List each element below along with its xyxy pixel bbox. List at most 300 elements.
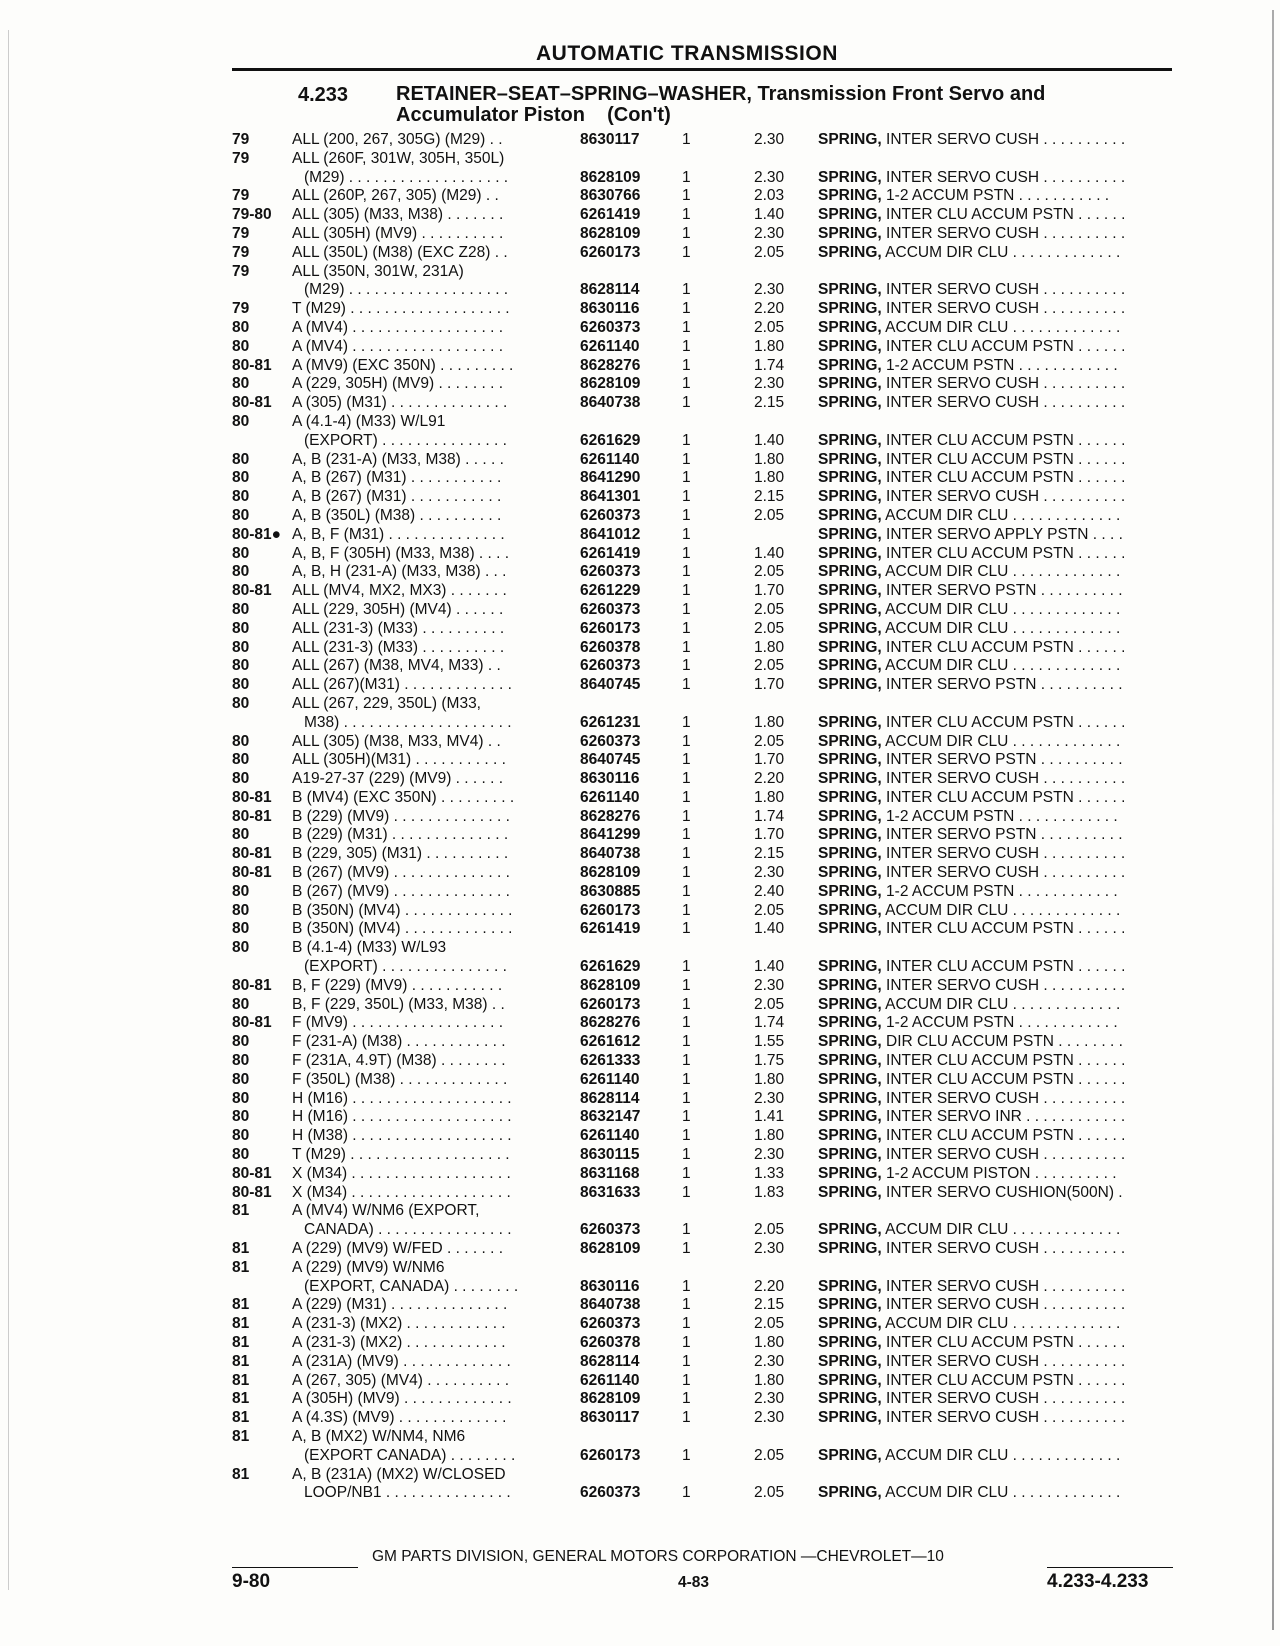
row-application: A (MV4) . . . . . . . . . . . . . . . . . . xyxy=(292,337,504,355)
row-part-name-detail: INTER SERVO CUSH . . . . . . . . . . xyxy=(881,168,1126,186)
row-application: H (M16) . . . . . . . . . . . . . . . . . . . xyxy=(292,1108,512,1126)
table-row xyxy=(0,1202,1280,1221)
row-quantity: 1 xyxy=(682,713,691,731)
table-row xyxy=(0,263,1280,282)
table-row xyxy=(0,545,1280,564)
row-part-name-detail: 1-2 ACCUM PSTN . . . . . . . . . . . . xyxy=(881,1014,1118,1032)
row-quantity: 1 xyxy=(682,1409,691,1427)
row-part-name-noun: SPRING, xyxy=(818,1183,882,1201)
row-application: T (M29) . . . . . . . . . . . . . . . . . . . xyxy=(292,300,510,318)
row-quantity: 1 xyxy=(682,751,691,769)
row-part-name xyxy=(818,1146,1173,1165)
row-application: F (231A, 4.9T) (M38) . . . . . . . . xyxy=(292,1052,506,1070)
row-quantity: 1 xyxy=(682,375,691,393)
row-part-name xyxy=(818,657,1173,676)
row-application: (EXPORT) . . . . . . . . . . . . . . . xyxy=(304,958,507,976)
row-price: 2.30 xyxy=(754,1409,785,1427)
row-part-name-noun: SPRING, xyxy=(818,131,882,148)
row-part-name xyxy=(818,902,1173,921)
row-part-name-detail: INTER CLU ACCUM PSTN . . . . . . xyxy=(881,206,1126,224)
row-application: LOOP/NB1 . . . . . . . . . . . . . . . xyxy=(304,1484,511,1502)
row-application: ALL (350L) (M38) (EXC Z28) . . xyxy=(292,243,508,261)
row-year: 79 xyxy=(232,131,250,148)
table-row xyxy=(0,244,1280,263)
page-header-title: AUTOMATIC TRANSMISSION xyxy=(536,42,838,65)
row-quantity: 1 xyxy=(682,544,691,562)
row-part-name-noun: SPRING, xyxy=(818,469,882,487)
row-price: 2.05 xyxy=(754,600,785,618)
row-quantity: 1 xyxy=(682,525,691,543)
row-part-name-detail: ACCUM DIR CLU . . . . . . . . . . . . . xyxy=(881,1484,1121,1502)
row-application: A, B (267) (M31) . . . . . . . . . . . xyxy=(292,488,502,506)
row-part-number: 6260173 xyxy=(580,1446,641,1464)
row-quantity: 1 xyxy=(682,394,691,412)
row-part-name xyxy=(818,338,1173,357)
row-price: 1.40 xyxy=(754,206,785,224)
row-part-number: 6260373 xyxy=(580,732,641,750)
row-price: 1.80 xyxy=(754,713,785,731)
table-row xyxy=(0,1090,1280,1109)
row-part-name-detail: INTER CLU ACCUM PSTN . . . . . . xyxy=(881,1127,1126,1145)
row-year: 80 xyxy=(232,732,250,750)
row-part-name xyxy=(818,319,1173,338)
table-row xyxy=(0,939,1280,958)
row-price: 2.30 xyxy=(754,1146,785,1164)
table-row xyxy=(0,563,1280,582)
row-part-name xyxy=(818,1165,1173,1184)
row-part-name-noun: SPRING, xyxy=(818,1108,882,1126)
row-part-name-detail: INTER SERVO CUSH . . . . . . . . . . xyxy=(881,1240,1126,1258)
table-row xyxy=(0,751,1280,770)
row-part-name-detail: INTER SERVO CUSH . . . . . . . . . . xyxy=(881,770,1126,788)
row-part-name xyxy=(818,1240,1173,1259)
row-price: 2.30 xyxy=(754,1240,785,1258)
row-part-name xyxy=(818,206,1173,225)
row-year: 80 xyxy=(232,488,250,506)
row-part-number: 8640745 xyxy=(580,751,641,769)
row-application: A, B (267) (M31) . . . . . . . . . . . xyxy=(292,469,502,487)
row-quantity: 1 xyxy=(682,582,691,600)
row-part-name-detail: INTER CLU ACCUM PSTN . . . . . . xyxy=(881,469,1126,487)
row-price: 1.80 xyxy=(754,337,785,355)
row-part-name-noun: SPRING, xyxy=(818,788,882,806)
row-part-name-noun: SPRING, xyxy=(818,676,882,694)
row-application: B (4.1-4) (M33) W/L93 xyxy=(292,939,447,957)
row-year: 80-81 xyxy=(232,356,272,374)
row-part-number: 6260373 xyxy=(580,1221,641,1239)
row-year: 80 xyxy=(232,920,250,938)
table-row xyxy=(0,582,1280,601)
row-part-number: 6261229 xyxy=(580,582,641,600)
table-row xyxy=(0,169,1280,188)
row-application: A (229) (MV9) W/FED . . . . . . . xyxy=(292,1240,504,1258)
row-quantity: 1 xyxy=(682,732,691,750)
table-row xyxy=(0,996,1280,1015)
row-part-name-noun: SPRING, xyxy=(818,1371,882,1389)
table-row xyxy=(0,620,1280,639)
row-part-name xyxy=(818,469,1173,488)
row-price: 1.40 xyxy=(754,920,785,938)
row-application: A (231-3) (MX2) . . . . . . . . . . . . xyxy=(292,1334,506,1351)
row-part-name xyxy=(818,375,1173,394)
table-row xyxy=(0,1259,1280,1278)
row-application: A (231-3) (MX2) . . . . . . . . . . . . xyxy=(292,1315,506,1333)
row-part-number: 6260173 xyxy=(580,995,641,1013)
row-application: A (4.3S) (MV9) . . . . . . . . . . . . . xyxy=(292,1409,507,1427)
row-part-name-noun: SPRING, xyxy=(818,1089,882,1107)
row-year: 80-81● xyxy=(232,525,282,543)
row-part-name xyxy=(818,225,1173,244)
row-part-name-detail: INTER SERVO CUSH . . . . . . . . . . xyxy=(881,224,1126,242)
row-year: 80-81 xyxy=(232,582,272,600)
row-year: 79 xyxy=(232,224,250,242)
table-row xyxy=(0,1240,1280,1259)
row-application: (EXPORT) . . . . . . . . . . . . . . . xyxy=(304,431,507,449)
row-year: 81 xyxy=(232,1240,250,1258)
table-row xyxy=(0,357,1280,376)
row-part-number: 6261231 xyxy=(580,713,641,731)
row-part-name xyxy=(818,169,1173,188)
row-quantity: 1 xyxy=(682,563,691,581)
row-part-name xyxy=(818,676,1173,695)
row-year: 81 xyxy=(232,1371,250,1389)
row-part-name-noun: SPRING, xyxy=(818,864,882,882)
row-quantity: 1 xyxy=(682,1164,691,1182)
row-year: 80 xyxy=(232,694,250,712)
row-price: 1.33 xyxy=(754,1164,785,1182)
row-year: 80 xyxy=(232,375,250,393)
row-year: 80 xyxy=(232,770,250,788)
row-part-name xyxy=(818,1184,1173,1203)
row-part-number: 8632147 xyxy=(580,1108,641,1126)
row-part-number: 6260373 xyxy=(580,563,641,581)
row-year: 79 xyxy=(232,300,250,318)
row-part-name-noun: SPRING, xyxy=(818,1484,882,1502)
row-application: A (305) (M31) . . . . . . . . . . . . . . xyxy=(292,394,508,412)
row-part-number: 8630116 xyxy=(580,770,640,788)
row-part-name xyxy=(818,187,1173,206)
row-price: 1.80 xyxy=(754,469,785,487)
table-row xyxy=(0,300,1280,319)
row-quantity: 1 xyxy=(682,1371,691,1389)
row-quantity: 1 xyxy=(682,1334,691,1351)
row-part-name-detail: ACCUM DIR CLU . . . . . . . . . . . . . xyxy=(881,243,1121,261)
row-part-name-noun: SPRING, xyxy=(818,488,882,506)
row-part-name-noun: SPRING, xyxy=(818,506,882,524)
row-part-name xyxy=(818,789,1173,808)
row-part-name-noun: SPRING, xyxy=(818,1390,882,1408)
row-part-number: 8630885 xyxy=(580,882,641,900)
row-part-name xyxy=(818,1390,1173,1409)
row-part-name xyxy=(818,1315,1173,1334)
row-quantity: 1 xyxy=(682,469,691,487)
row-part-number: 8628109 xyxy=(580,168,641,186)
row-part-name-detail: ACCUM DIR CLU . . . . . . . . . . . . . xyxy=(881,563,1121,581)
row-part-name-detail: 1-2 ACCUM PSTN . . . . . . . . . . . . xyxy=(881,882,1118,900)
row-application: ALL (305) (M33, M38) . . . . . . . xyxy=(292,206,504,224)
table-row xyxy=(0,657,1280,676)
row-part-number: 8628114 xyxy=(580,281,640,299)
row-price: 2.30 xyxy=(754,976,785,994)
row-part-name-noun: SPRING, xyxy=(818,826,882,844)
row-part-name-detail: ACCUM DIR CLU . . . . . . . . . . . . . xyxy=(881,318,1121,336)
row-application: ALL (305H)(M31) . . . . . . . . . . . xyxy=(292,751,506,769)
row-year: 81 xyxy=(232,1465,250,1483)
row-part-name-detail: INTER SERVO CUSH . . . . . . . . . . xyxy=(881,976,1126,994)
table-row xyxy=(0,864,1280,883)
row-part-number: 8628114 xyxy=(580,1089,640,1107)
table-row xyxy=(0,206,1280,225)
row-part-name xyxy=(818,751,1173,770)
row-part-name-noun: SPRING, xyxy=(818,845,882,863)
row-year: 80 xyxy=(232,1108,250,1126)
row-part-name xyxy=(818,958,1173,977)
row-application: B (350N) (MV4) . . . . . . . . . . . . . xyxy=(292,920,513,938)
row-part-name-noun: SPRING, xyxy=(818,1352,882,1370)
table-row xyxy=(0,808,1280,827)
row-part-name-noun: SPRING, xyxy=(818,450,882,468)
row-year: 80 xyxy=(232,826,250,844)
row-part-name-detail: INTER SERVO CUSH . . . . . . . . . . xyxy=(881,1296,1126,1314)
row-year: 80-81 xyxy=(232,788,272,806)
row-part-name-detail: ACCUM DIR CLU . . . . . . . . . . . . . xyxy=(881,657,1121,675)
row-price: 2.05 xyxy=(754,1446,785,1464)
row-part-name-detail: INTER SERVO CUSH . . . . . . . . . . xyxy=(881,394,1126,412)
row-application: ALL (267)(M31) . . . . . . . . . . . . . xyxy=(292,676,512,694)
row-year: 80 xyxy=(232,563,250,581)
row-part-number: 6260173 xyxy=(580,243,641,261)
row-part-name xyxy=(818,620,1173,639)
row-part-name-noun: SPRING, xyxy=(818,920,882,938)
row-price: 1.75 xyxy=(754,1052,785,1070)
row-quantity: 1 xyxy=(682,1296,691,1314)
row-part-name xyxy=(818,281,1173,300)
table-row xyxy=(0,1071,1280,1090)
row-year: 80 xyxy=(232,882,250,900)
row-quantity: 1 xyxy=(682,619,691,637)
row-application: (EXPORT, CANADA) . . . . . . . . xyxy=(304,1277,519,1295)
table-row xyxy=(0,1278,1280,1297)
row-part-name-detail: INTER SERVO CUSH . . . . . . . . . . xyxy=(881,1089,1126,1107)
row-part-name xyxy=(818,845,1173,864)
row-quantity: 1 xyxy=(682,901,691,919)
row-application: A, B (231-A) (M33, M38) . . . . . xyxy=(292,450,504,468)
table-row xyxy=(0,1221,1280,1240)
row-year: 81 xyxy=(232,1258,250,1276)
row-price: 2.05 xyxy=(754,901,785,919)
row-application: A (305H) (MV9) . . . . . . . . . . . . . xyxy=(292,1390,512,1408)
row-part-name xyxy=(818,1108,1173,1127)
row-year: 80 xyxy=(232,1033,250,1051)
row-quantity: 1 xyxy=(682,976,691,994)
row-part-name-noun: SPRING, xyxy=(818,1014,882,1032)
row-part-name xyxy=(818,714,1173,733)
row-part-name-detail: INTER CLU ACCUM PSTN . . . . . . xyxy=(881,1334,1126,1351)
row-price: 2.30 xyxy=(754,375,785,393)
row-price: 2.05 xyxy=(754,506,785,524)
row-part-number: 6260373 xyxy=(580,506,641,524)
footer-date: 9-80 xyxy=(232,1571,271,1592)
row-part-name-noun: SPRING, xyxy=(818,1221,882,1239)
row-part-name-noun: SPRING, xyxy=(818,1033,882,1051)
row-price: 2.30 xyxy=(754,1352,785,1370)
row-part-number: 8640738 xyxy=(580,394,641,412)
row-year: 80 xyxy=(232,638,250,656)
row-part-name xyxy=(818,244,1173,263)
row-application: B (350N) (MV4) . . . . . . . . . . . . . xyxy=(292,901,513,919)
row-part-name xyxy=(818,545,1173,564)
row-part-name-detail: 1-2 ACCUM PSTN . . . . . . . . . . . . xyxy=(881,807,1118,825)
row-quantity: 1 xyxy=(682,1070,691,1088)
table-row xyxy=(0,1372,1280,1391)
row-price: 2.05 xyxy=(754,619,785,637)
row-application: F (350L) (M38) . . . . . . . . . . . . . xyxy=(292,1070,508,1088)
table-row xyxy=(0,413,1280,432)
row-part-name-detail: ACCUM DIR CLU . . . . . . . . . . . . . xyxy=(881,619,1121,637)
row-part-name-noun: SPRING, xyxy=(818,206,882,224)
table-row xyxy=(0,394,1280,413)
table-row xyxy=(0,902,1280,921)
table-row xyxy=(0,676,1280,695)
row-quantity: 1 xyxy=(682,600,691,618)
table-row xyxy=(0,1033,1280,1052)
row-part-name xyxy=(818,1372,1173,1391)
table-row xyxy=(0,1165,1280,1184)
row-part-number: 8641290 xyxy=(580,469,641,487)
table-row xyxy=(0,733,1280,752)
row-price: 1.80 xyxy=(754,788,785,806)
row-quantity: 1 xyxy=(682,488,691,506)
footer-rule-left xyxy=(232,1567,358,1568)
row-quantity: 1 xyxy=(682,958,691,976)
row-part-name-detail: INTER SERVO CUSH . . . . . . . . . . xyxy=(881,375,1126,393)
row-application: A (231A) (MV9) . . . . . . . . . . . . . xyxy=(292,1352,511,1370)
table-row xyxy=(0,187,1280,206)
row-quantity: 1 xyxy=(682,431,691,449)
table-row xyxy=(0,507,1280,526)
row-price: 2.05 xyxy=(754,1221,785,1239)
row-price: 2.15 xyxy=(754,1296,785,1314)
table-row xyxy=(0,1390,1280,1409)
row-quantity: 1 xyxy=(682,1146,691,1164)
row-part-name-detail: INTER SERVO CUSH . . . . . . . . . . xyxy=(881,488,1126,506)
row-quantity: 1 xyxy=(682,770,691,788)
row-price: 1.70 xyxy=(754,582,785,600)
row-part-number: 6261419 xyxy=(580,206,641,224)
row-quantity: 1 xyxy=(682,1221,691,1239)
row-application: A (229, 305H) (MV9) . . . . . . . . xyxy=(292,375,504,393)
table-row xyxy=(0,1466,1280,1485)
row-part-name-detail: ACCUM DIR CLU . . . . . . . . . . . . . xyxy=(881,600,1121,618)
row-part-name-detail: 1-2 ACCUM PISTON . . . . . . . . . . xyxy=(881,1164,1117,1182)
row-year: 80-81 xyxy=(232,845,272,863)
table-row xyxy=(0,1146,1280,1165)
row-application: A, B (350L) (M38) . . . . . . . . . . xyxy=(292,506,502,524)
row-year: 80 xyxy=(232,1052,250,1070)
row-application: ALL (260F, 301W, 305H, 350L) xyxy=(292,149,505,167)
table-row xyxy=(0,432,1280,451)
row-application: A (229) (M31) . . . . . . . . . . . . . . xyxy=(292,1296,508,1314)
row-part-name-noun: SPRING, xyxy=(818,375,882,393)
row-part-name-detail: ACCUM DIR CLU . . . . . . . . . . . . . xyxy=(881,995,1121,1013)
row-part-name-detail: INTER SERVO CUSH . . . . . . . . . . xyxy=(881,1352,1126,1370)
row-part-name-noun: SPRING, xyxy=(818,600,882,618)
row-application: B (229, 305) (M31) . . . . . . . . . . xyxy=(292,845,509,863)
row-part-number: 8630766 xyxy=(580,187,641,205)
row-part-name-detail: INTER CLU ACCUM PSTN . . . . . . xyxy=(881,1052,1126,1070)
row-application: M38) . . . . . . . . . . . . . . . . . . . . xyxy=(304,713,512,731)
row-quantity: 1 xyxy=(682,1014,691,1032)
row-year: 81 xyxy=(232,1352,250,1370)
row-part-name xyxy=(818,639,1173,658)
table-row xyxy=(0,338,1280,357)
row-part-name-detail: ACCUM DIR CLU . . . . . . . . . . . . . xyxy=(881,732,1121,750)
row-part-name-detail: INTER SERVO CUSH . . . . . . . . . . xyxy=(881,300,1126,318)
row-part-name-noun: SPRING, xyxy=(818,1315,882,1333)
row-part-name-detail: INTER SERVO PSTN . . . . . . . . . . xyxy=(881,676,1123,694)
row-part-name-detail: INTER CLU ACCUM PSTN . . . . . . xyxy=(881,450,1126,468)
row-part-number: 6261419 xyxy=(580,544,641,562)
row-price: 1.74 xyxy=(754,356,785,374)
table-row xyxy=(0,281,1280,300)
row-part-name-detail: INTER SERVO CUSH . . . . . . . . . . xyxy=(881,1409,1126,1427)
row-part-number: 8640738 xyxy=(580,845,641,863)
table-row xyxy=(0,601,1280,620)
row-part-name xyxy=(818,1334,1173,1353)
row-part-name-noun: SPRING, xyxy=(818,1146,882,1164)
row-part-name-noun: SPRING, xyxy=(818,1127,882,1145)
row-price: 1.70 xyxy=(754,676,785,694)
row-price: 2.30 xyxy=(754,1390,785,1408)
parts-table xyxy=(0,131,1280,1503)
row-quantity: 1 xyxy=(682,920,691,938)
row-price: 2.05 xyxy=(754,1315,785,1333)
row-part-name-noun: SPRING, xyxy=(818,713,882,731)
footer-page-number: 4-83 xyxy=(678,1574,710,1591)
row-part-name-detail: INTER SERVO PSTN . . . . . . . . . . xyxy=(881,751,1123,769)
row-part-name-detail: INTER CLU ACCUM PSTN . . . . . . xyxy=(881,920,1126,938)
row-price: 1.40 xyxy=(754,544,785,562)
row-part-number: 6261140 xyxy=(580,1070,640,1088)
table-row xyxy=(0,920,1280,939)
row-part-number: 8630115 xyxy=(580,1146,640,1164)
row-price: 2.03 xyxy=(754,187,785,205)
row-part-name-noun: SPRING, xyxy=(818,525,882,543)
row-part-name-detail: ACCUM DIR CLU . . . . . . . . . . . . . xyxy=(881,506,1121,524)
row-year: 81 xyxy=(232,1390,250,1408)
row-part-name-noun: SPRING, xyxy=(818,638,882,656)
table-row xyxy=(0,488,1280,507)
row-part-number: 8641299 xyxy=(580,826,641,844)
row-part-name-detail: INTER CLU ACCUM PSTN . . . . . . xyxy=(881,788,1126,806)
table-row xyxy=(0,1052,1280,1071)
row-part-number: 8628276 xyxy=(580,356,641,374)
row-application: H (M38) . . . . . . . . . . . . . . . . . . . xyxy=(292,1127,512,1145)
row-part-name xyxy=(818,1052,1173,1071)
row-application: (EXPORT CANADA) . . . . . . . . xyxy=(304,1446,516,1464)
section-title-line-2: Accumulator Piston (Con't) xyxy=(396,104,671,126)
row-price: 2.05 xyxy=(754,243,785,261)
row-application: CANADA) . . . . . . . . . . . . . . . . xyxy=(304,1221,512,1239)
row-part-name-detail: INTER SERVO CUSH . . . . . . . . . . xyxy=(881,1277,1126,1295)
table-row xyxy=(0,1447,1280,1466)
row-year: 80 xyxy=(232,751,250,769)
row-quantity: 1 xyxy=(682,243,691,261)
row-price: 2.05 xyxy=(754,1484,785,1502)
row-price: 2.15 xyxy=(754,488,785,506)
row-year: 80-81 xyxy=(232,1183,272,1201)
row-application: A, B, F (305H) (M33, M38) . . . . xyxy=(292,544,510,562)
